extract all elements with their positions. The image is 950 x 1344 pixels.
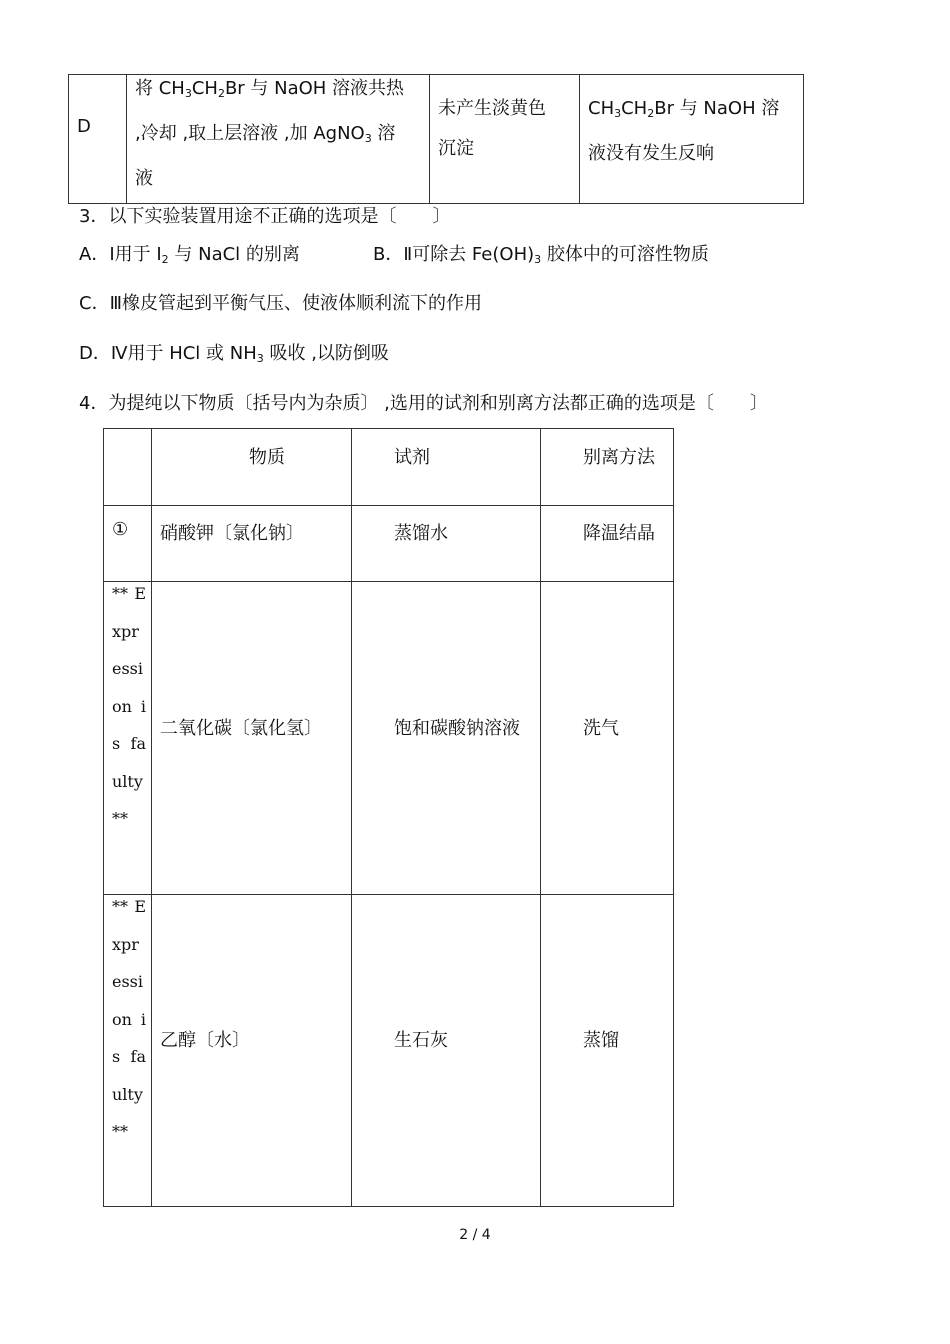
- q3-option-a: A．Ⅰ用于 $I_2$ 与 NaCl 的别离: [79, 244, 300, 266]
- cell-conclusion: [579, 75, 803, 203]
- q3-stem: 3．以下实验装置用途不正确的选项是〔 〕: [79, 206, 451, 227]
- row3-substance: 乙醇〔水〕: [160, 1030, 250, 1051]
- row2-method: 洗气: [583, 718, 619, 739]
- row-label-d: D: [77, 116, 91, 137]
- conclusion-line-1: $CH_3CH_2Br$ 与 NaOH 溶: [588, 98, 780, 120]
- row1-substance: 硝酸钾〔氯化钠〕: [160, 523, 304, 544]
- row1-reagent: 蒸馏水: [394, 523, 448, 544]
- row1-method: 降温结晶: [583, 523, 655, 544]
- header-method: 别离方法: [583, 447, 655, 468]
- q4-stem: 4．为提纯以下物质〔括号内为杂质〕 ,选用的试剂和别离方法都正确的选项是〔 〕: [79, 393, 768, 414]
- operation-line-3: 液: [135, 168, 153, 189]
- page-number: 2 / 4: [459, 1227, 491, 1243]
- operation-line-1: 将 $CH_3CH_2Br$ 与 NaOH 溶液共热: [135, 78, 405, 100]
- conclusion-line-2: 液没有发生反响: [588, 143, 714, 164]
- row1-num: ①: [112, 519, 129, 540]
- table-option-d: [68, 74, 804, 204]
- operation-line-2: ,冷却 ,取上层溶液 ,加 AgNO$_3$ 溶: [135, 123, 396, 145]
- q3-option-c: C．Ⅲ橡皮管起到平衡气压、使液体顺利流下的作用: [79, 293, 482, 314]
- phenomenon-line-2: 沉淀: [438, 138, 474, 159]
- q3-option-d: D．Ⅳ用于 HCl 或 $NH_3$ 吸收 ,以防倒吸: [79, 343, 389, 365]
- row3-num-error: ** Expression is faulty **: [112, 897, 146, 1141]
- table-purification: [103, 428, 674, 1207]
- header-reagent: 试剂: [394, 447, 430, 468]
- row2-num-error: ** Expression is faulty **: [112, 584, 146, 828]
- q3-option-b: B．Ⅱ可除去 $Fe(OH)_3$ 胶体中的可溶性物质: [373, 244, 709, 266]
- phenomenon-line-1: 未产生淡黄色: [438, 98, 546, 119]
- header-substance: 物质: [249, 447, 285, 468]
- row3-method: 蒸馏: [583, 1030, 619, 1051]
- cell-phenomenon: [429, 75, 579, 203]
- row3-reagent: 生石灰: [394, 1030, 448, 1051]
- row2-substance: 二氧化碳〔氯化氢〕: [160, 718, 322, 739]
- cell-operation: [126, 75, 429, 203]
- row2-reagent: 饱和碳酸钠溶液: [394, 718, 520, 739]
